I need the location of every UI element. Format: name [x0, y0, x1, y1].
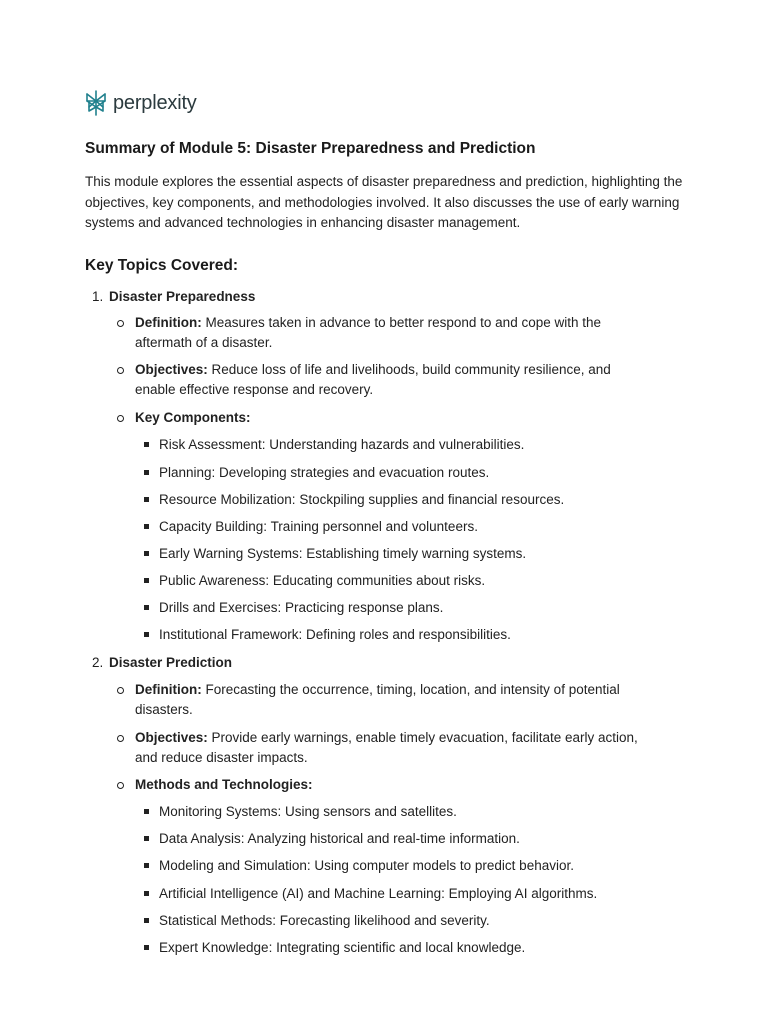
- square-bullet-icon: [144, 605, 149, 610]
- list-item: Risk Assessment: Understanding hazards and vulnerabilities.: [159, 437, 525, 452]
- topic-title: Disaster Prediction: [109, 655, 233, 670]
- square-bullet-icon: [144, 836, 149, 841]
- objectives-label: Objectives:: [135, 730, 208, 745]
- list-item: Modeling and Simulation: Using computer models to predict behavior.: [159, 858, 574, 873]
- objectives-text: Reduce loss of life and livelihoods, build community resilience, and enable effective response and recovery.: [135, 362, 611, 397]
- intro-paragraph: This module explores the essential aspects of disaster preparedness and prediction, highlighting the objectives, key components, and methodologies involved. It also discusses the use of early warning systems and advanced technologies in enhancing disaster management.: [85, 174, 683, 230]
- circle-bullet-icon: [117, 735, 124, 742]
- list-item: Capacity Building: Training personnel and volunteers.: [159, 519, 478, 534]
- topic-number: 2.: [92, 655, 104, 670]
- definition-label: Definition:: [135, 682, 202, 697]
- list-item: Resource Mobilization: Stockpiling supplies and financial resources.: [159, 492, 565, 507]
- square-bullet-icon: [144, 497, 149, 502]
- square-bullet-icon: [144, 891, 149, 896]
- square-bullet-icon: [144, 809, 149, 814]
- square-bullet-icon: [144, 632, 149, 637]
- topic-objectives: [135, 360, 655, 400]
- list-item: Early Warning Systems: Establishing timely warning systems.: [159, 546, 527, 561]
- objectives-text: Provide early warnings, enable timely evacuation, facilitate early action, and reduce disaster impacts.: [135, 730, 638, 765]
- brand-name: perplexity: [113, 91, 197, 114]
- square-bullet-icon: [144, 442, 149, 447]
- list-item: Artificial Intelligence (AI) and Machine Learning: Employing AI algorithms.: [159, 886, 598, 901]
- circle-bullet-icon: [117, 782, 124, 789]
- perplexity-logo-icon: [85, 90, 107, 116]
- square-bullet-icon: [144, 863, 149, 868]
- list-item: Monitoring Systems: Using sensors and satellites.: [159, 804, 457, 819]
- definition-text: Measures taken in advance to better respond to and cope with the aftermath of a disaster.: [135, 315, 602, 350]
- square-bullet-icon: [144, 945, 149, 950]
- square-bullet-icon: [144, 470, 149, 475]
- circle-bullet-icon: [117, 367, 124, 374]
- objectives-label: Objectives:: [135, 362, 208, 377]
- list-item: Drills and Exercises: Practicing response plans.: [159, 600, 444, 615]
- square-bullet-icon: [144, 918, 149, 923]
- square-bullet-icon: [144, 578, 149, 583]
- topic-objectives: [135, 728, 655, 768]
- circle-bullet-icon: [117, 415, 124, 422]
- definition-label: Definition:: [135, 315, 202, 330]
- list-item: Public Awareness: Educating communities about risks.: [159, 573, 486, 588]
- perplexity-logo: [85, 89, 197, 117]
- topic-title: Disaster Preparedness: [109, 289, 256, 304]
- circle-bullet-icon: [117, 687, 124, 694]
- list-item: Expert Knowledge: Integrating scientific and local knowledge.: [159, 940, 526, 955]
- list-item: Statistical Methods: Forecasting likelihood and severity.: [159, 913, 490, 928]
- definition-text: Forecasting the occurrence, timing, location, and intensity of potential disasters.: [135, 682, 620, 717]
- list-item: Data Analysis: Analyzing historical and real-time information.: [159, 831, 520, 846]
- topic-number: 1.: [92, 289, 104, 304]
- list-item: Institutional Framework: Defining roles and responsibilities.: [159, 627, 511, 642]
- square-bullet-icon: [144, 524, 149, 529]
- list-item: Planning: Developing strategies and evacuation routes.: [159, 465, 490, 480]
- topic-definition: [135, 313, 655, 353]
- square-bullet-icon: [144, 551, 149, 556]
- circle-bullet-icon: [117, 320, 124, 327]
- list-label: Methods and Technologies:: [135, 777, 313, 792]
- topic-definition: [135, 680, 655, 720]
- section-heading: Key Topics Covered:: [85, 257, 239, 274]
- document-title: Summary of Module 5: Disaster Preparedness and Prediction: [85, 140, 536, 157]
- list-label: Key Components:: [135, 410, 251, 425]
